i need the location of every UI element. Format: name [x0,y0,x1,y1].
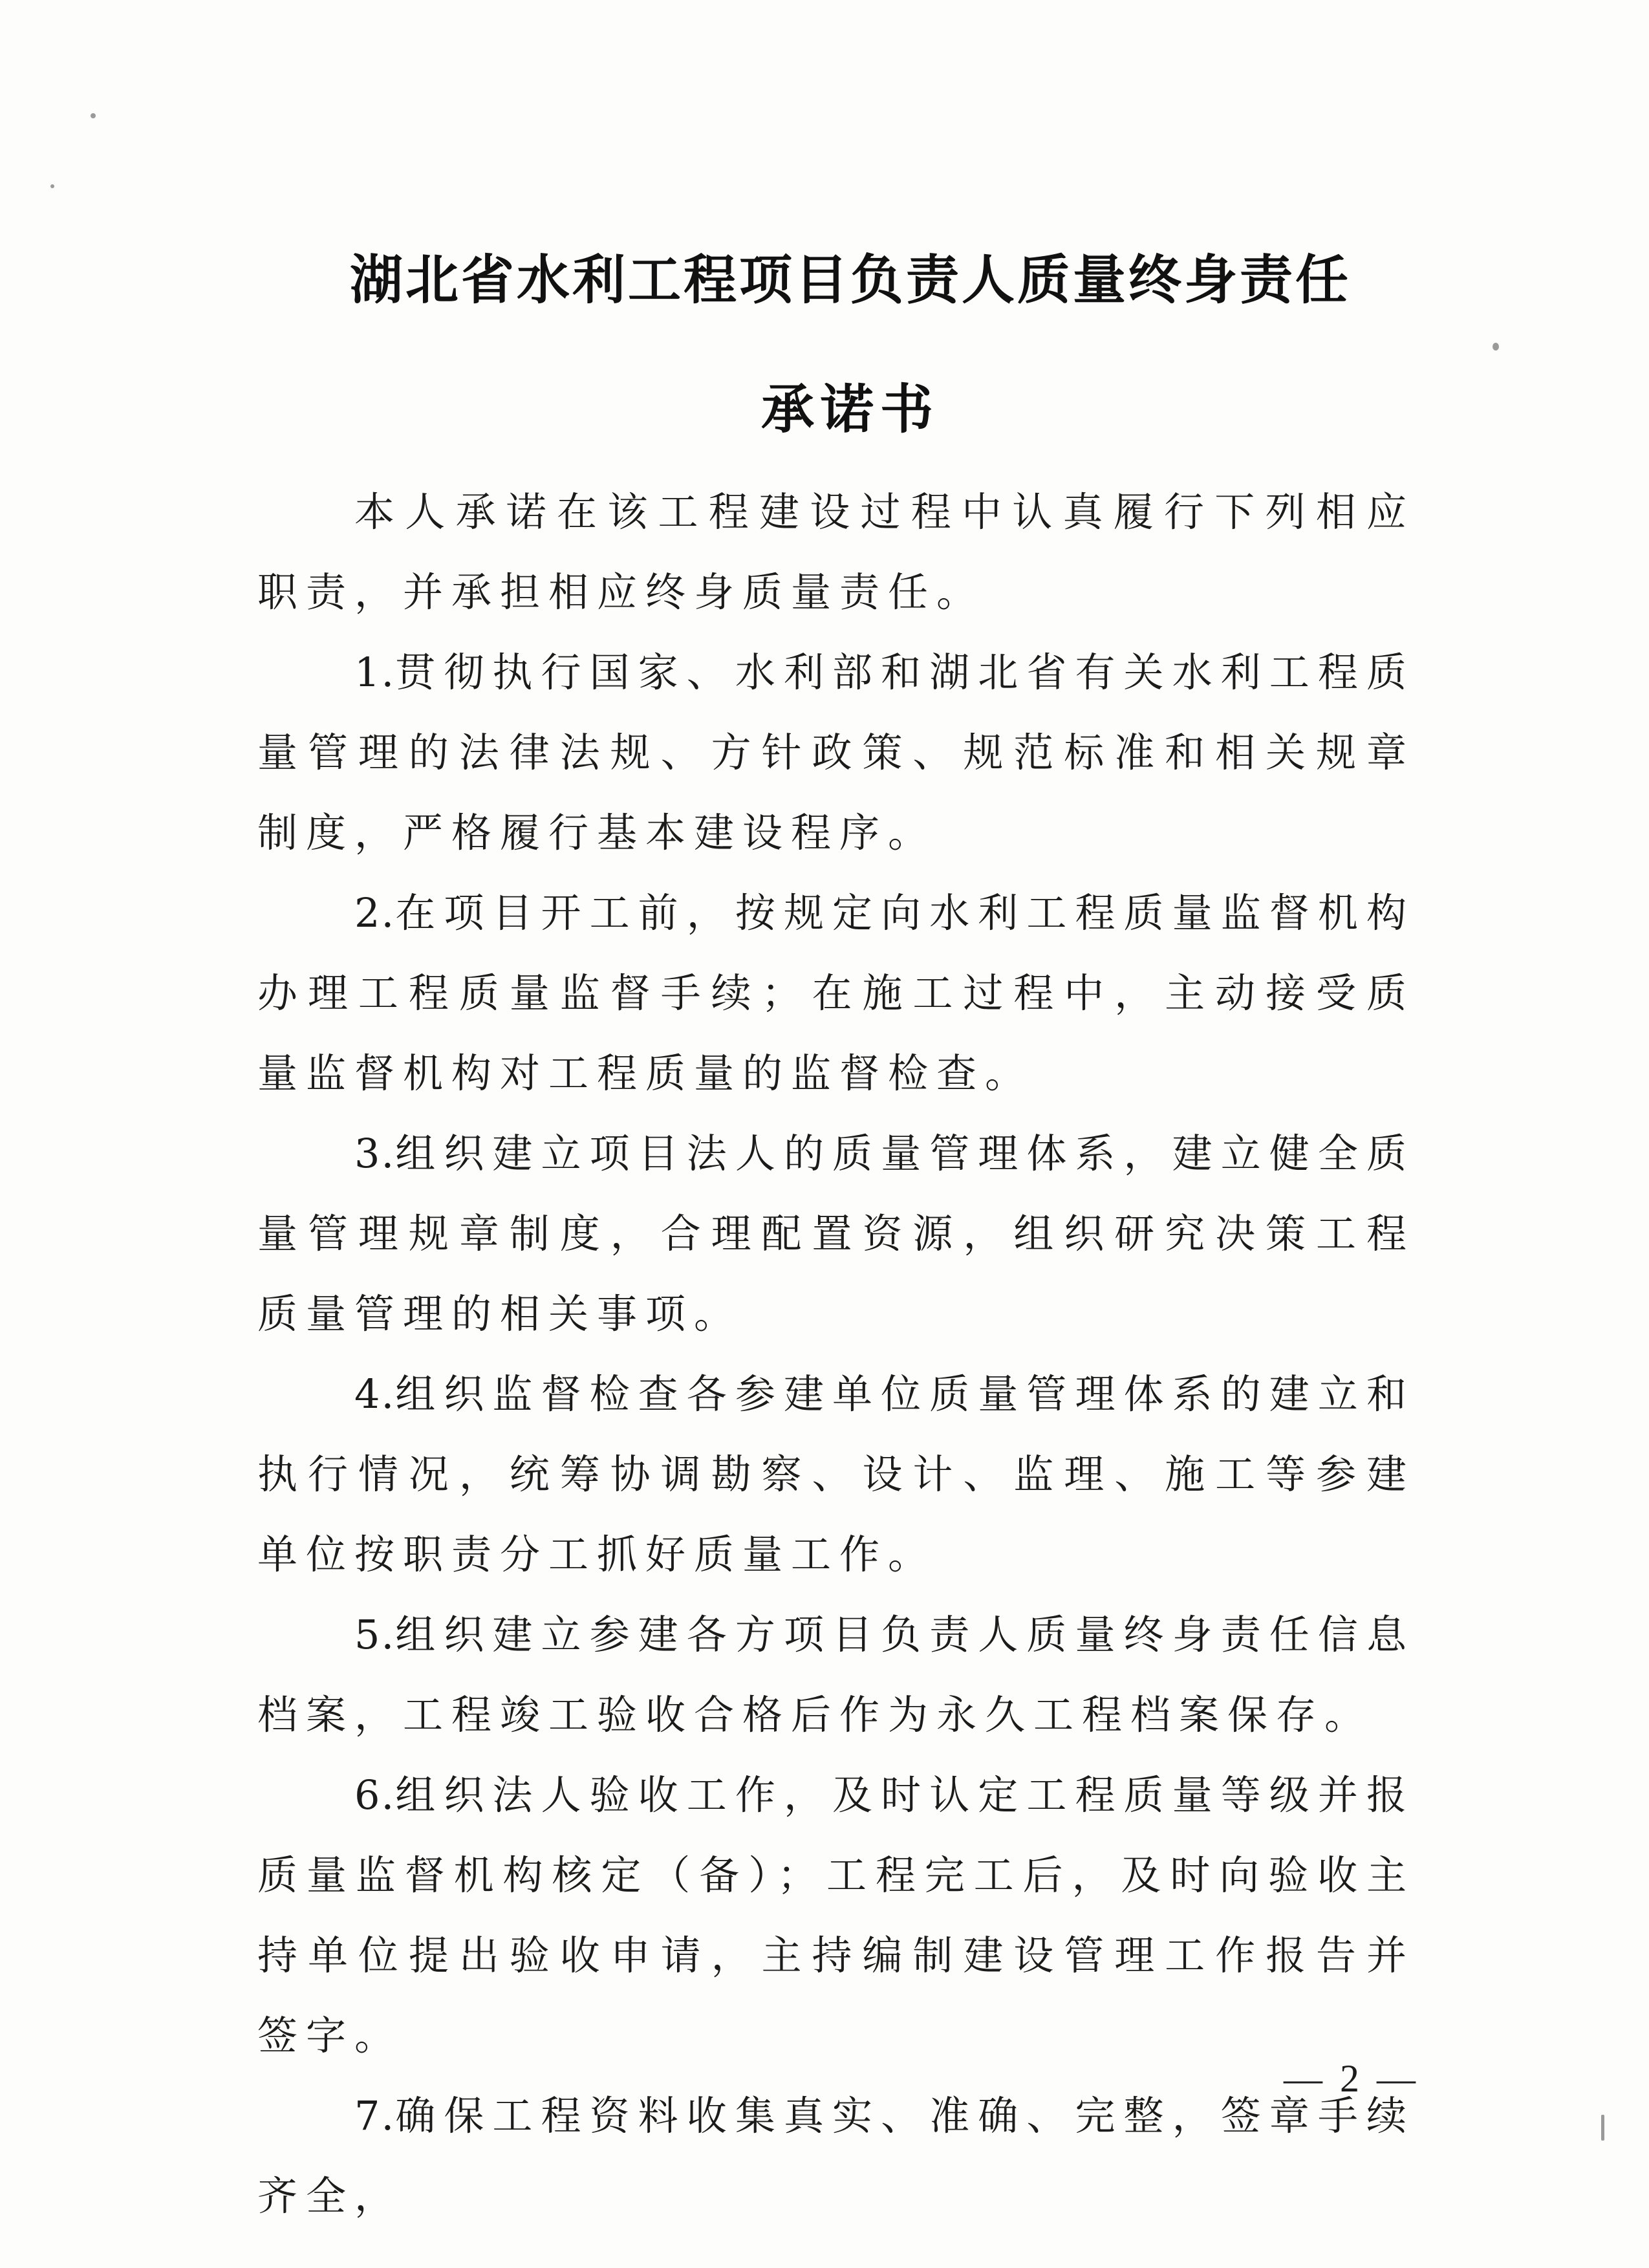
item-number: 6. [354,1771,396,1819]
item-text: 组织法人验收工作，及时认定工程质量等级并报质量监督机构核定（备）；工程完工后，及时向验收主持单位提出验收申请，主持编制建设管理工作报告并签字。 [257,1771,1415,2059]
commitment-item [257,873,1415,1114]
commitment-item [257,2076,1415,2236]
scan-speck [91,113,96,118]
intro-paragraph: 本人承诺在该工程建设过程中认真履行下列相应职责，并承担相应终身质量责任。 [257,488,1415,616]
item-text: 组织监督检查各参建单位质量管理体系的建立和执行情况，统筹协调勘察、设计、监理、施工等参建单位按职责分工抓好质量工作。 [257,1370,1415,1578]
item-text: 确保工程资料收集真实、准确、完整，签章手续齐全， [257,2092,1415,2219]
page-number: — 2 — [1284,2057,1419,2100]
scan-speck [1493,343,1499,351]
item-number: 3. [354,1130,396,1177]
commitment-item [257,1755,1415,2076]
commitment-item [257,1114,1415,1354]
document-title-line2: 承诺书 [760,379,940,440]
item-text: 在项目开工前，按规定向水利工程质量监督机构办理工程质量监督手续；在施工过程中，主动接受质量监督机构对工程质量的监督检查。 [257,889,1415,1097]
item-number: 2. [354,889,396,936]
commitment-item [257,1595,1415,1755]
document-body [257,472,1415,2236]
document-title-line1: 湖北省水利工程项目负责人质量终身责任 [349,250,1351,311]
commitment-item [257,632,1415,873]
item-number: 1. [354,649,396,696]
item-text: 组织建立项目法人的质量管理体系，建立健全质量管理规章制度，合理配置资源，组织研究决策工程质量管理的相关事项。 [257,1130,1415,1337]
item-number: 4. [354,1370,396,1418]
item-number: 5. [354,1611,396,1658]
item-text: 组织建立参建各方项目负责人质量终身责任信息档案，工程竣工验收合格后作为永久工程档案保存。 [257,1611,1415,1738]
scan-speck [1601,2115,1604,2141]
scan-speck [50,184,54,188]
item-text: 贯彻执行国家、水利部和湖北省有关水利工程质量管理的法律法规、方针政策、规范标准和相关规章制度，严格履行基本建设程序。 [257,649,1415,856]
item-number: 7. [354,2092,396,2139]
commitment-item [257,1354,1415,1595]
